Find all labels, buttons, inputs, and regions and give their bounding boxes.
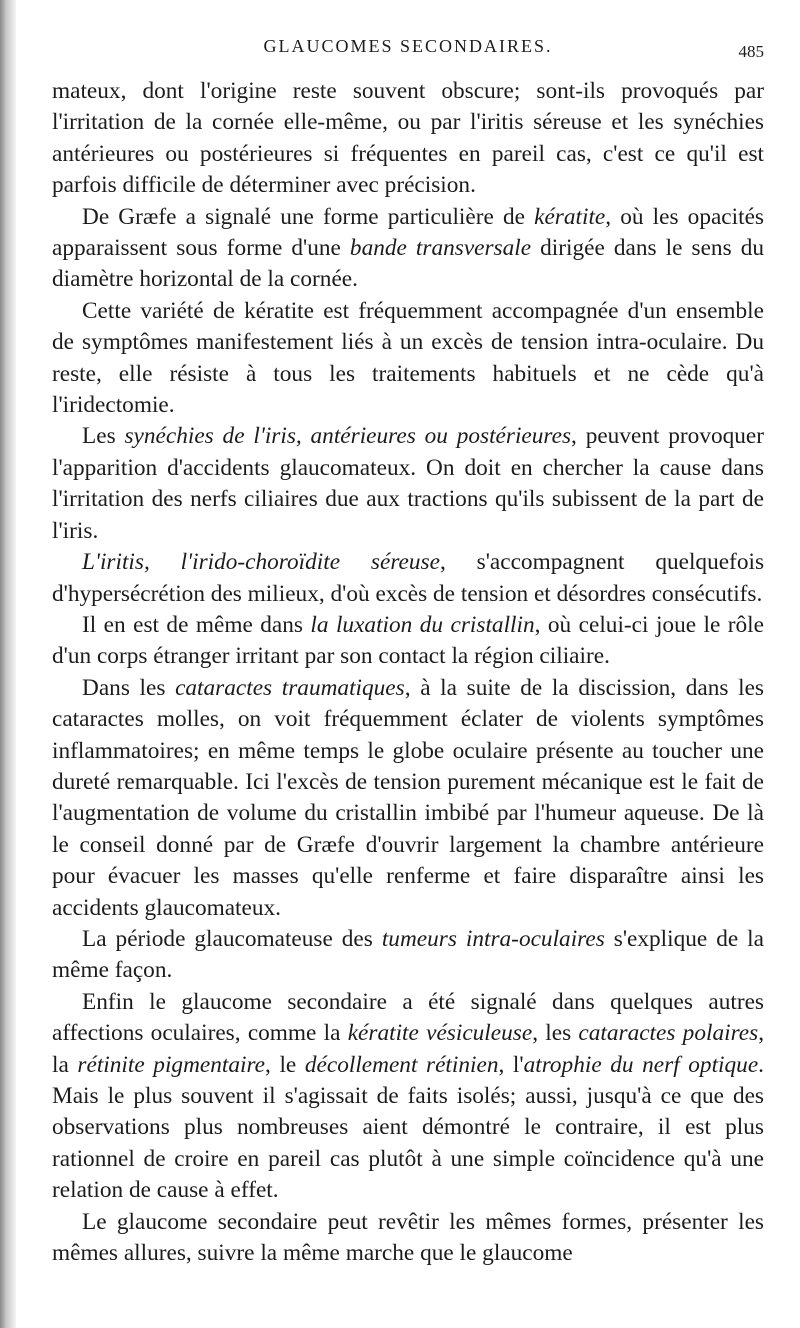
running-header <box>52 30 764 60</box>
italic-term: synéchies de l'iris, antérieures ou postérieures <box>124 423 572 450</box>
paragraph <box>52 1207 764 1270</box>
text-run: , peuvent provoquer l'apparition d'accidents glaucomateux. On doit en chercher la cause dans l'irritation des nerfs ciliaires due aux tractions qu'ils subissent de la part de l'iris. <box>52 423 765 544</box>
text-run: , la <box>52 1020 765 1078</box>
italic-term: cataractes polaires <box>578 1020 759 1047</box>
italic-term: kératite <box>534 203 606 230</box>
text-run: De Græfe a signalé une forme particulière de <box>82 203 535 230</box>
text-run: , à la suite de la discission, dans les cataractes molles, on voit fréquemment éclater de violents symptômes inflammatoires; en même temps le globe oculaire présente au toucher une dureté remarquable. Ici l'excès de tension purement mécanique est le fait de l'augmentation de volume du cristallin imbibé par l'humeur aqueuse. De là le conseil donné par de Græfe d'ouvrir largement la chambre antérieure pour évacuer les masses qu'elle renferme et faire disparaître ainsi les accidents glaucomateux. <box>52 674 764 921</box>
italic-term: la luxation du cristallin <box>310 611 535 638</box>
italic-term: décollement rétinien <box>304 1051 499 1078</box>
running-title: GLAUCOMES SECONDAIRES. <box>263 36 553 56</box>
book-page <box>52 0 764 1328</box>
text-run: Cette variété de kératite est fréquemment accompagnée d'un ensemble de symptômes manifestement liés à un excès de tension intra-oculaire. Du reste, elle résiste à tous les traitements habituels et ne cède qu'à l'iridectomie. <box>52 297 764 419</box>
text-run: dirigée dans le sens du diamètre horizontal de la cornée. <box>52 235 764 293</box>
italic-term: cataractes traumatiques <box>175 674 405 701</box>
text-run: , où celui-ci joue le rôle d'un corps étranger irritant par son contact la région ciliaire. <box>52 611 764 670</box>
paragraph <box>52 296 764 422</box>
page-number: 485 <box>738 42 764 61</box>
italic-term: atrophie du nerf optique <box>523 1051 759 1078</box>
text-run: , le <box>265 1051 305 1078</box>
page-binding-shadow <box>0 0 16 1328</box>
text-run: . Mais le plus souvent il s'agissait de faits isolés; aussi, jusqu'à ce que des observations plus nombreuses aient démontré le contraire, il est plus rationnel de croire en pareil cas plutôt à une simple coïncidence qu'à une relation de cause à effet. <box>52 1051 764 1204</box>
paragraph <box>52 987 764 1207</box>
text-run: mateux, dont l'origine reste souvent obscure; sont-ils provoqués par l'irritation de la cornée elle-même, ou par l'iritis séreuse et les synéchies antérieures ou postérieures si fréquentes en pareil cas, c'est ce qu'il est parfois difficile de déterminer avec précision. <box>52 78 764 199</box>
paragraph <box>52 610 764 673</box>
italic-term: rétinite pigmentaire <box>77 1051 266 1078</box>
paragraph <box>52 924 764 987</box>
italic-term: L'iritis, l'irido-choroïdite séreuse <box>82 549 440 576</box>
text-run: , les <box>532 1020 579 1047</box>
text-run: Dans les <box>82 674 176 701</box>
text-run: , où les opacités apparaissent sous forme d'une <box>52 203 764 262</box>
text-run: Les <box>82 423 125 450</box>
text-run: Enfin le glaucome secondaire a été signalé dans quelques autres affections oculaires, comme la <box>52 988 764 1047</box>
paragraph <box>52 202 764 296</box>
paragraph <box>52 76 764 202</box>
text-run: , l' <box>498 1051 524 1078</box>
italic-term: kératite vésiculeuse <box>347 1020 533 1047</box>
text-run: Il en est de même dans <box>82 611 311 638</box>
text-run: La période glaucomateuse des <box>82 925 382 952</box>
paragraph <box>52 673 764 924</box>
italic-term: tumeurs intra-oculaires <box>381 925 605 952</box>
italic-term: bande transversale <box>349 235 532 262</box>
text-run: s'explique de la même façon. <box>52 925 764 984</box>
text-run: Le glaucome secondaire peut revêtir les mêmes formes, présenter les mêmes allures, suivre la même marche que le glaucome <box>52 1208 764 1267</box>
paragraph <box>52 421 764 547</box>
body-text <box>52 76 764 1269</box>
text-run: , s'accompagnent quelquefois d'hypersécrétion des milieux, d'où excès de tension et désordres consécutifs. <box>52 549 765 607</box>
paragraph <box>52 547 764 610</box>
